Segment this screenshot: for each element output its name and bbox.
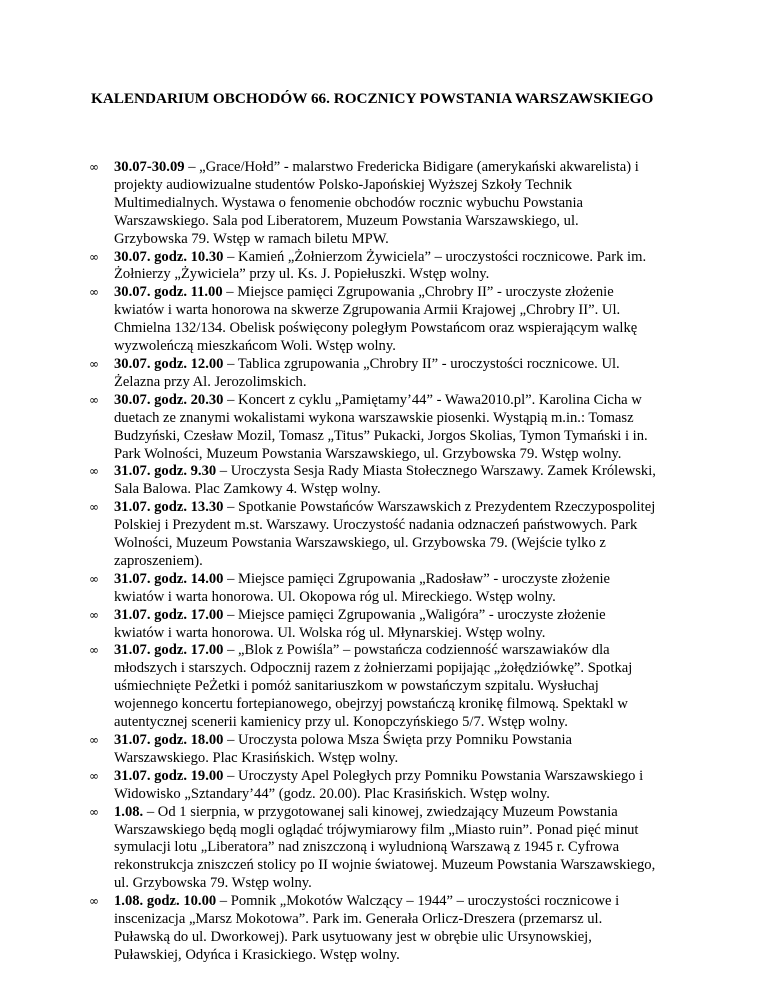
list-item [0,893,656,965]
list-item [0,392,656,464]
bullet-icon: ∞ [89,643,99,658]
event-list [0,159,768,965]
event-description: – Tablica zgrupowania „Chrobry II” - uroczystości rocznicowe. Ul. Żelazna przy Al. Jerozolimskich. [114,355,620,390]
event-date: 31.07. godz. 17.00 [114,606,224,623]
event-date: 31.07. godz. 18.00 [114,732,224,748]
list-item [0,804,656,894]
bullet-icon: ∞ [89,500,99,515]
event-date: 30.07. godz. 11.00 [114,284,223,301]
event-description: – Miejsce pamięci Zgrupowania „Radosław” - uroczyste złożenie kwiatów i warta honorowa. Ul. Okopowa róg ul. Mireckiego. Wstęp wolny. [114,570,611,605]
bullet-icon: ∞ [89,894,99,909]
event-date: 30.07. godz. 10.30 [114,248,224,265]
list-item [0,607,656,643]
event-description: – Koncert z cyklu „Pamiętamy’44” - Wawa2010.pl”. Karolina Cicha w duetach ze znanymi wokalistami wykona warszawskie piosenki. Wystąpią m.in.: Tomasz Budzyński, Czesław Mozil, Tomasz „Titus” Pukacki, Jorgos Skolias, Tymon Tymański i in. Park Wolności, Muzeum Powstania Warszawskiego, ul. Grzybowska 79. Wstęp wolny. [114,391,648,462]
bullet-icon: ∞ [89,768,99,783]
event-description: – „Grace/Hołd” - malarstwo Fredericka Bidigare (amerykański akwarelista) i projekty audiowizualne studentów Polsko-Japońskiej Wyższej Szkoły Technik Multimedialnych. Wystawa o fenomenie obchodów rocznic wybuchu Powstania Warszawskiego. Sala pod Liberatorem, Muzeum Powstania Warszawskiego, ul. Grzybowska 79. Wstęp w ramach biletu MPW. [114,159,639,247]
event-date: 31.07. godz. 14.00 [114,570,224,587]
event-date: 31.07. godz. 13.30 [114,499,224,516]
bullet-icon: ∞ [89,733,99,747]
list-item [0,499,656,571]
event-description: – Uroczysta Sesja Rady Miasta Stołecznego Warszawy. Zamek Królewski, Sala Balowa. Plac Zamkowy 4. Wstęp wolny. [114,463,656,498]
bullet-icon: ∞ [89,160,99,174]
event-date: 1.08. [114,803,144,820]
list-item [0,284,656,356]
bullet-icon: ∞ [89,464,99,479]
event-description: – Kamień „Żołnierzom Żywiciela” – uroczystości rocznicowe. Park im. Żołnierzy „Żywiciela” przy ul. Ks. J. Popiełuszki. Wstęp wolny. [114,248,647,283]
list-item [0,571,656,607]
event-date: 1.08. godz. 10.00 [114,893,217,910]
list-item [0,249,656,285]
bullet-icon: ∞ [89,607,99,622]
list-item [0,732,656,768]
list-item [0,356,656,392]
event-date: 31.07. godz. 9.30 [114,463,217,480]
event-date: 30.07. godz. 20.30 [114,391,224,408]
bullet-icon: ∞ [89,571,99,586]
bullet-icon: ∞ [89,285,99,300]
event-date: 30.07-30.09 [114,159,185,175]
bullet-icon: ∞ [89,392,99,407]
event-description: – Uroczysty Apel Poległych przy Pomniku Powstania Warszawskiego i Widowisko „Sztandary’44” (godz. 20.00). Plac Krasińskich. Wstęp wolny. [114,767,644,802]
event-description: – Miejsce pamięci Zgrupowania „Waligóra” - uroczyste złożenie kwiatów i warta honorowa. Ul. Wolska róg ul. Młynarskiej. Wstęp wolny. [114,606,606,641]
event-date: 31.07. godz. 17.00 [114,642,224,659]
bullet-icon: ∞ [89,356,99,371]
event-date: 31.07. godz. 19.00 [114,767,224,784]
event-description: – „Blok z Powiśla” – powstańcza codzienność warszawiaków dla młodszych i starszych. Odpocznij razem z żołnierzami popijając „żołędziówkę”. Spotkaj uśmiechnięte PeŻetki i pomóż sanitariuszkom w powstańczym szpitalu. Wysłuchaj wojennego koncertu fortepianowego, obejrzyj powstańczą kronikę filmową. Spektakl w autentycznej scenerii kamienicy przy ul. Konopczyńskiego 5/7. Wstęp wolny. [114,642,633,731]
event-description: – Uroczysta polowa Msza Święta przy Pomniku Powstania Warszawskiego. Plac Krasińskich. Wstęp wolny. [114,732,573,766]
event-description: – Spotkanie Powstańców Warszawskich z Prezydentem Rzeczypospolitej Polskiej i Prezydent m.st. Warszawy. Uroczystość nadania odznaczeń państwowych. Park Wolności, Muzeum Powstania Warszawskiego, ul. Grzybowska 79. (Wejście tylko z zaproszeniem). [114,499,656,569]
event-description: – Pomnik „Mokotów Walczący – 1944” – uroczystości rocznicowe i inscenizacja „Marsz Mokotowa”. Park im. Generała Orlicz-Dreszera (przemarsz ul. Puławską do ul. Dworkowej). Park usytuowany jest w obrębie ulic Ursynowskiej, Puławskiej, Odyńca i Krasickiego. Wstęp wolny. [114,893,620,963]
event-date: 30.07. godz. 12.00 [114,355,224,372]
bullet-icon: ∞ [89,804,99,819]
list-item [0,463,656,499]
bullet-icon: ∞ [89,249,99,264]
list-item [0,642,656,732]
event-description: – Od 1 sierpnia, w przygotowanej sali kinowej, zwiedzający Muzeum Powstania Warszawskiego będą mogli oglądać trójwymiarowy film „Miasto ruin”. Ponad pięć minut symulacji lotu „Liberatora” nad zniszczoną i wyludnioną Warszawą z 1945 r. Cyfrowa rekonstrukcja zniszczeń stolicy po II wojnie światowej. Muzeum Powstania Warszawskiego, ul. Grzybowska 79. Wstęp wolny. [114,803,656,892]
page-title: KALENDARIUM OBCHODÓW 66. ROCZNICY POWSTANIA WARSZAWSKIEGO [91,90,654,107]
list-item [0,768,656,804]
list-item [0,159,656,249]
event-description: – Miejsce pamięci Zgrupowania „Chrobry II” - uroczyste złożenie kwiatów i warta honorowa na skwerze Zgrupowania Armii Krajowej „Chrobry II”. Ul. Chmielna 132/134. Obelisk poświęcony poległym Powstańcom oraz wspierającym walkę wyzwoleńczą mieszkańcom Woli. Wstęp wolny. [114,284,638,355]
